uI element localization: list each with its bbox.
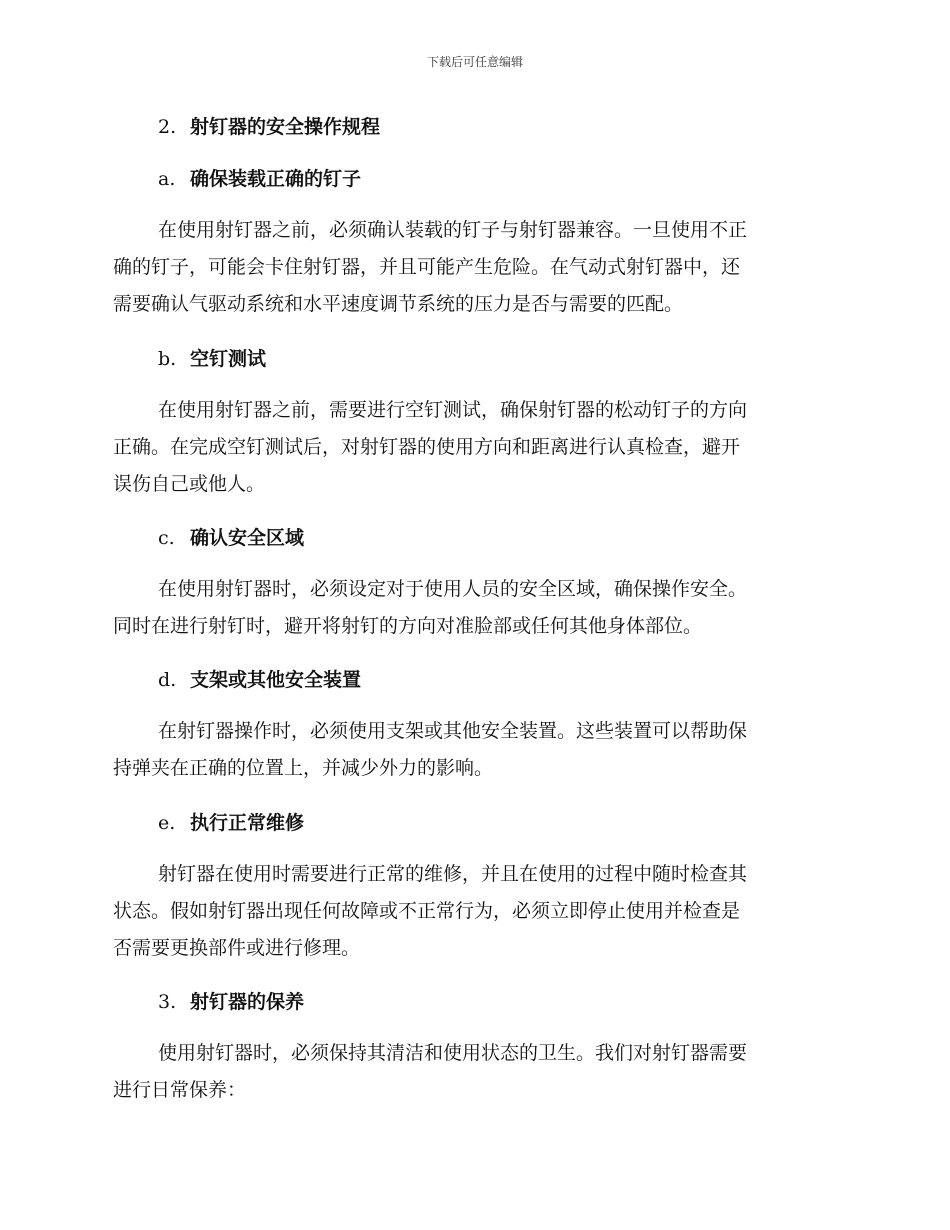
section-heading-b xyxy=(158,345,266,373)
paragraph-line: 在使用射钉器之前，需要进行空钉测试，确保射钉器的松动钉子的方向 xyxy=(158,399,748,421)
paragraph-line: 使用射钉器时，必须保持其清洁和使用状态的卫生。我们对射钉器需要 xyxy=(158,1042,748,1064)
paragraph-line: 需要确认气驱动系统和水平速度调节系统的压力是否与需要的匹配。 xyxy=(113,293,684,315)
section-heading-a xyxy=(158,165,361,193)
paragraph-line: 在使用射钉器时，必须设定对于使用人员的安全区域，确保操作安全。 xyxy=(158,578,748,600)
paragraph-a xyxy=(113,212,831,323)
heading-number: c. xyxy=(158,527,175,549)
paragraph-3 xyxy=(113,1035,831,1109)
paragraph-line: 进行日常保养： xyxy=(113,1079,247,1101)
heading-number: e. xyxy=(158,812,176,834)
heading-title: 空钉测试 xyxy=(190,348,267,370)
heading-title: 确认安全区域 xyxy=(190,527,305,549)
heading-number: b. xyxy=(158,348,177,370)
paragraph-d xyxy=(113,713,831,787)
heading-number: 2. xyxy=(158,116,177,138)
section-heading-e xyxy=(158,809,304,837)
section-heading-2 xyxy=(158,113,380,141)
paragraph-line: 否需要更换部件或进行修理。 xyxy=(113,937,361,959)
paragraph-line: 同时在进行射钉时，避开将射钉的方向对准脸部或任何其他身体部位。 xyxy=(113,615,703,637)
heading-title: 支架或其他安全装置 xyxy=(190,669,362,691)
paragraph-e xyxy=(113,856,831,967)
paragraph-line: 持弹夹在正确的位置上，并减少外力的影响。 xyxy=(113,757,494,779)
section-heading-3 xyxy=(158,988,304,1016)
heading-number: a. xyxy=(158,168,176,190)
heading-title: 执行正常维修 xyxy=(190,812,305,834)
heading-title: 射钉器的保养 xyxy=(190,991,305,1013)
section-heading-d xyxy=(158,666,361,694)
page-header: 下载后可任意编辑 xyxy=(426,55,523,69)
paragraph-line: 射钉器在使用时需要进行正常的维修，并且在使用的过程中随时检查其 xyxy=(158,863,748,885)
paragraph-line: 正确。在完成空钉测试后，对射钉器的使用方向和距离进行认真检查，避开 xyxy=(113,436,741,458)
paragraph-c xyxy=(113,571,831,645)
paragraph-line: 误伤自己或他人。 xyxy=(113,473,266,495)
heading-number: d. xyxy=(158,669,177,691)
section-heading-c xyxy=(158,524,304,552)
heading-title: 射钉器的安全操作规程 xyxy=(190,116,381,138)
paragraph-line: 在射钉器操作时，必须使用支架或其他安全装置。这些装置可以帮助保 xyxy=(158,720,748,742)
heading-number: 3. xyxy=(158,991,177,1013)
heading-title: 确保装载正确的钉子 xyxy=(190,168,362,190)
paragraph-line: 确的钉子，可能会卡住射钉器，并且可能产生危险。在气动式射钉器中，还 xyxy=(113,256,741,278)
paragraph-line: 在使用射钉器之前，必须确认装载的钉子与射钉器兼容。一旦使用不正 xyxy=(158,219,748,241)
paragraph-b xyxy=(113,392,831,503)
paragraph-line: 状态。假如射钉器出现任何故障或不正常行为，必须立即停止使用并检查是 xyxy=(113,900,741,922)
